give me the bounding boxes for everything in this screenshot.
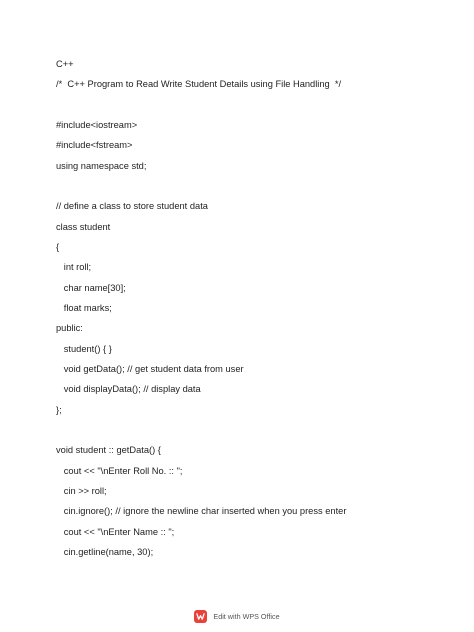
- code-line: public:: [56, 323, 83, 334]
- wps-footer[interactable]: [0, 606, 474, 626]
- code-line: cout << "\nEnter Name :: ";: [56, 526, 175, 537]
- code-line: void student :: getData() {: [56, 445, 161, 456]
- code-line: cout << "\nEnter Roll No. :: ";: [56, 465, 183, 476]
- code-line: [56, 420, 456, 440]
- code-line: cin.ignore(); // ignore the newline char inserted when you press enter: [56, 506, 347, 517]
- code-line: #include<iostream>: [56, 119, 138, 130]
- wps-footer-label: Edit with WPS Office: [213, 611, 280, 621]
- code-line: student() { }: [56, 343, 112, 354]
- code-line: cin >> roll;: [56, 485, 107, 496]
- code-line: #include<fstream>: [56, 140, 133, 151]
- code-line: float marks;: [56, 302, 112, 313]
- code-line: [56, 95, 456, 115]
- code-line: {: [56, 241, 60, 252]
- code-line: using namespace std;: [56, 160, 147, 171]
- code-line: C++: [56, 59, 74, 69]
- code-listing: [56, 54, 456, 562]
- code-line: class student: [56, 221, 111, 232]
- code-line: cin.getline(name, 30);: [56, 546, 154, 557]
- code-line: void displayData(); // display data: [56, 384, 201, 395]
- code-line: // define a class to store student data: [56, 201, 208, 212]
- wps-office-icon: [194, 610, 207, 623]
- code-line: void getData(); // get student data from user: [56, 363, 244, 374]
- code-line: };: [56, 404, 62, 415]
- code-line: int roll;: [56, 262, 92, 273]
- code-line: char name[30];: [56, 282, 126, 293]
- code-line: [56, 176, 456, 196]
- code-line: /* C++ Program to Read Write Student Details using File Handling */: [56, 79, 342, 90]
